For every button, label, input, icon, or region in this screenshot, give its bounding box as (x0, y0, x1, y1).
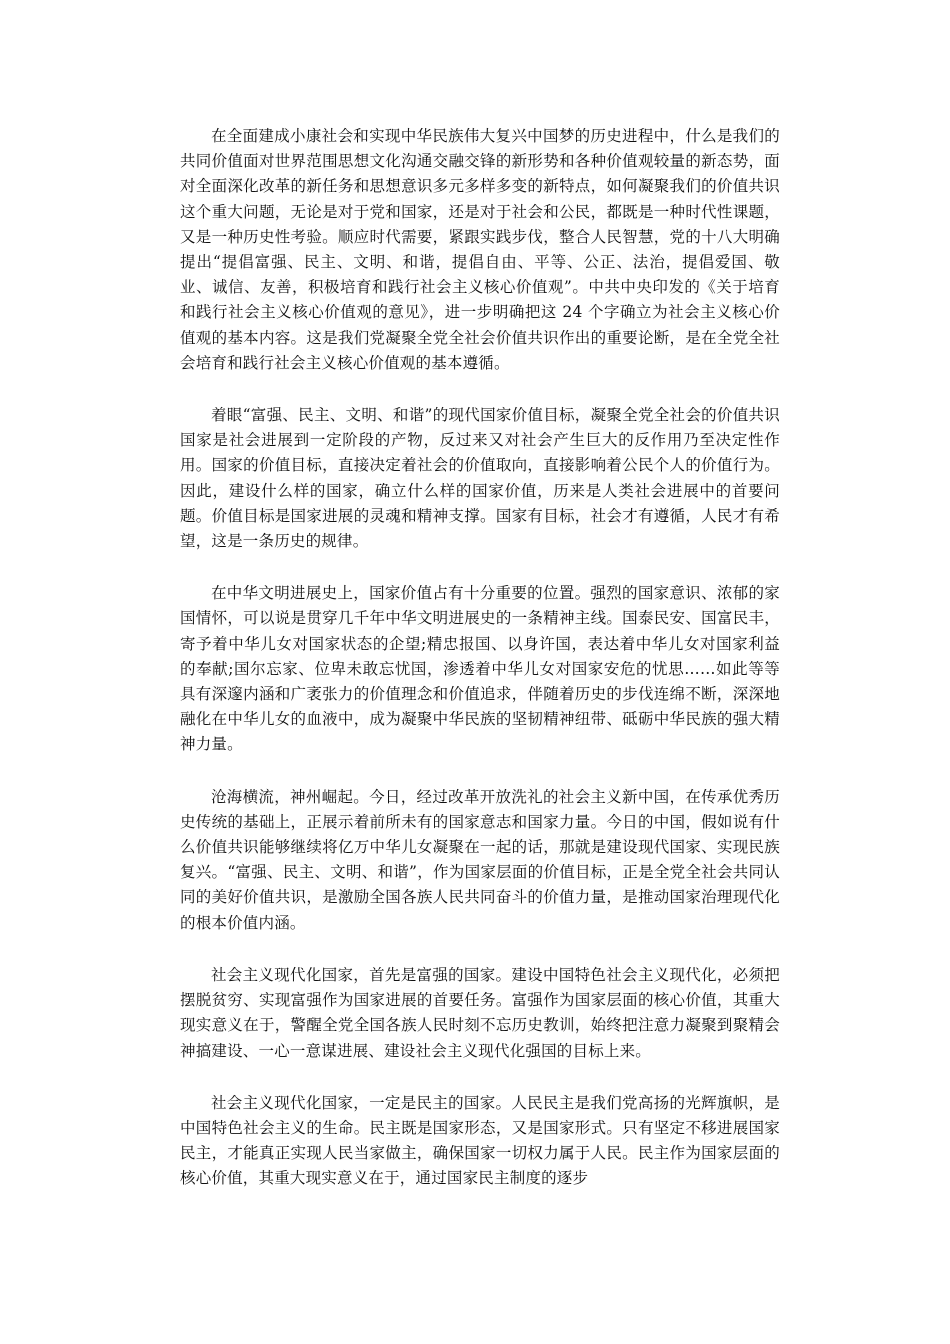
document-body (180, 124, 780, 1219)
paragraph-6: 社会主义现代化国家，一定是民主的国家。人民民主是我们党高扬的光辉旗帜，是中国特色社会主义的生命。民主既是国家形态，又是国家形式。只有坚定不移进展国家民主，才能真正实现人民当家做主，确保国家一切权力属于人民。民主作为国家层面的核心价值，其重大现实意义在于，通过国家民主制度的逐步 (180, 1093, 780, 1188)
paragraph-1: 在全面建成小康社会和实现中华民族伟大复兴中国梦的历史进程中，什么是我们的共同价值面对世界范围思想文化沟通交融交锋的新形势和各种价值观较量的新态势，面对全面深化改革的新任务和思想意识多元多样多变的新特点，如何凝聚我们的价值共识这个重大问题，无论是对于党和国家，还是对于社会和公民，都既是一种时代性课题，又是一种历史性考验。顺应时代需要，紧跟实践步伐，整合人民智慧，党的十八大明确提出“提倡富强、民主、文明、和谐，提倡自由、平等、公正、法治，提倡爱国、敬业、诚信、友善，积极培育和践行社会主义核心价值观”。中共中央印发的《关于培育和践行社会主义核心价值观的意见》，进一步明确把这 24 个字确立为社会主义核心价值观的基本内容。这是我们党凝聚全党全社会价值共识作出的重要论断，是在全党全社会培育和践行社会主义核心价值观的基本遵循。 (180, 127, 780, 372)
paragraph-5: 社会主义现代化国家，首先是富强的国家。建设中国特色社会主义现代化，必须把摆脱贫穷、实现富强作为国家进展的首要任务。富强作为国家层面的核心价值，其重大现实意义在于，警醒全党全国各族人民时刻不忘历史教训，始终把注意力凝聚到聚精会神搞建设、一心一意谋进展、建设社会主义现代化强国的目标上来。 (180, 965, 780, 1060)
paragraph-4: 沧海横流，神州崛起。今日，经过改革开放洗礼的社会主义新中国，在传承优秀历史传统的基础上，正展示着前所未有的国家意志和国家力量。今日的中国，假如说有什么价值共识能够继续将亿万中华儿女凝聚在一起的话，那就是建设现代国家、实现民族复兴。“富强、民主、文明、和谐”，作为国家层面的价值目标，正是全党全社会共同认同的美好价值共识，是激励全国各族人民共同奋斗的价值力量，是推动国家治理现代化的根本价值内涵。 (180, 787, 780, 932)
paragraph-3: 在中华文明进展史上，国家价值占有十分重要的位置。强烈的国家意识、浓郁的家国情怀，可以说是贯穿几千年中华文明进展史的一条精神主线。国泰民安、国富民丰，寄予着中华儿女对国家状态的企望;精忠报国、以身许国，表达着中华儿女对国家利益的奉献;国尔忘家、位卑未敢忘忧国，渗透着中华儿女对国家安危的忧思……如此等等具有深邃内涵和广袤张力的价值理念和价值追求，伴随着历史的步伐连绵不断，深深地融化在中华儿女的血液中，成为凝聚中华民族的坚韧精神纽带、砥砺中华民族的强大精神力量。 (180, 584, 780, 754)
paragraph-2: 着眼“富强、民主、文明、和谐”的现代国家价值目标，凝聚全党全社会的价值共识国家是社会进展到一定阶段的产物，反过来又对社会产生巨大的反作用乃至决定性作用。国家的价值目标，直接决定着社会的价值取向，直接影响着公民个人的价值行为。因此，建设什么样的国家，确立什么样的国家价值，历来是人类社会进展中的首要问题。价值目标是国家进展的灵魂和精神支撑。国家有目标，社会才有遵循，人民才有希望，这是一条历史的规律。 (180, 406, 780, 551)
